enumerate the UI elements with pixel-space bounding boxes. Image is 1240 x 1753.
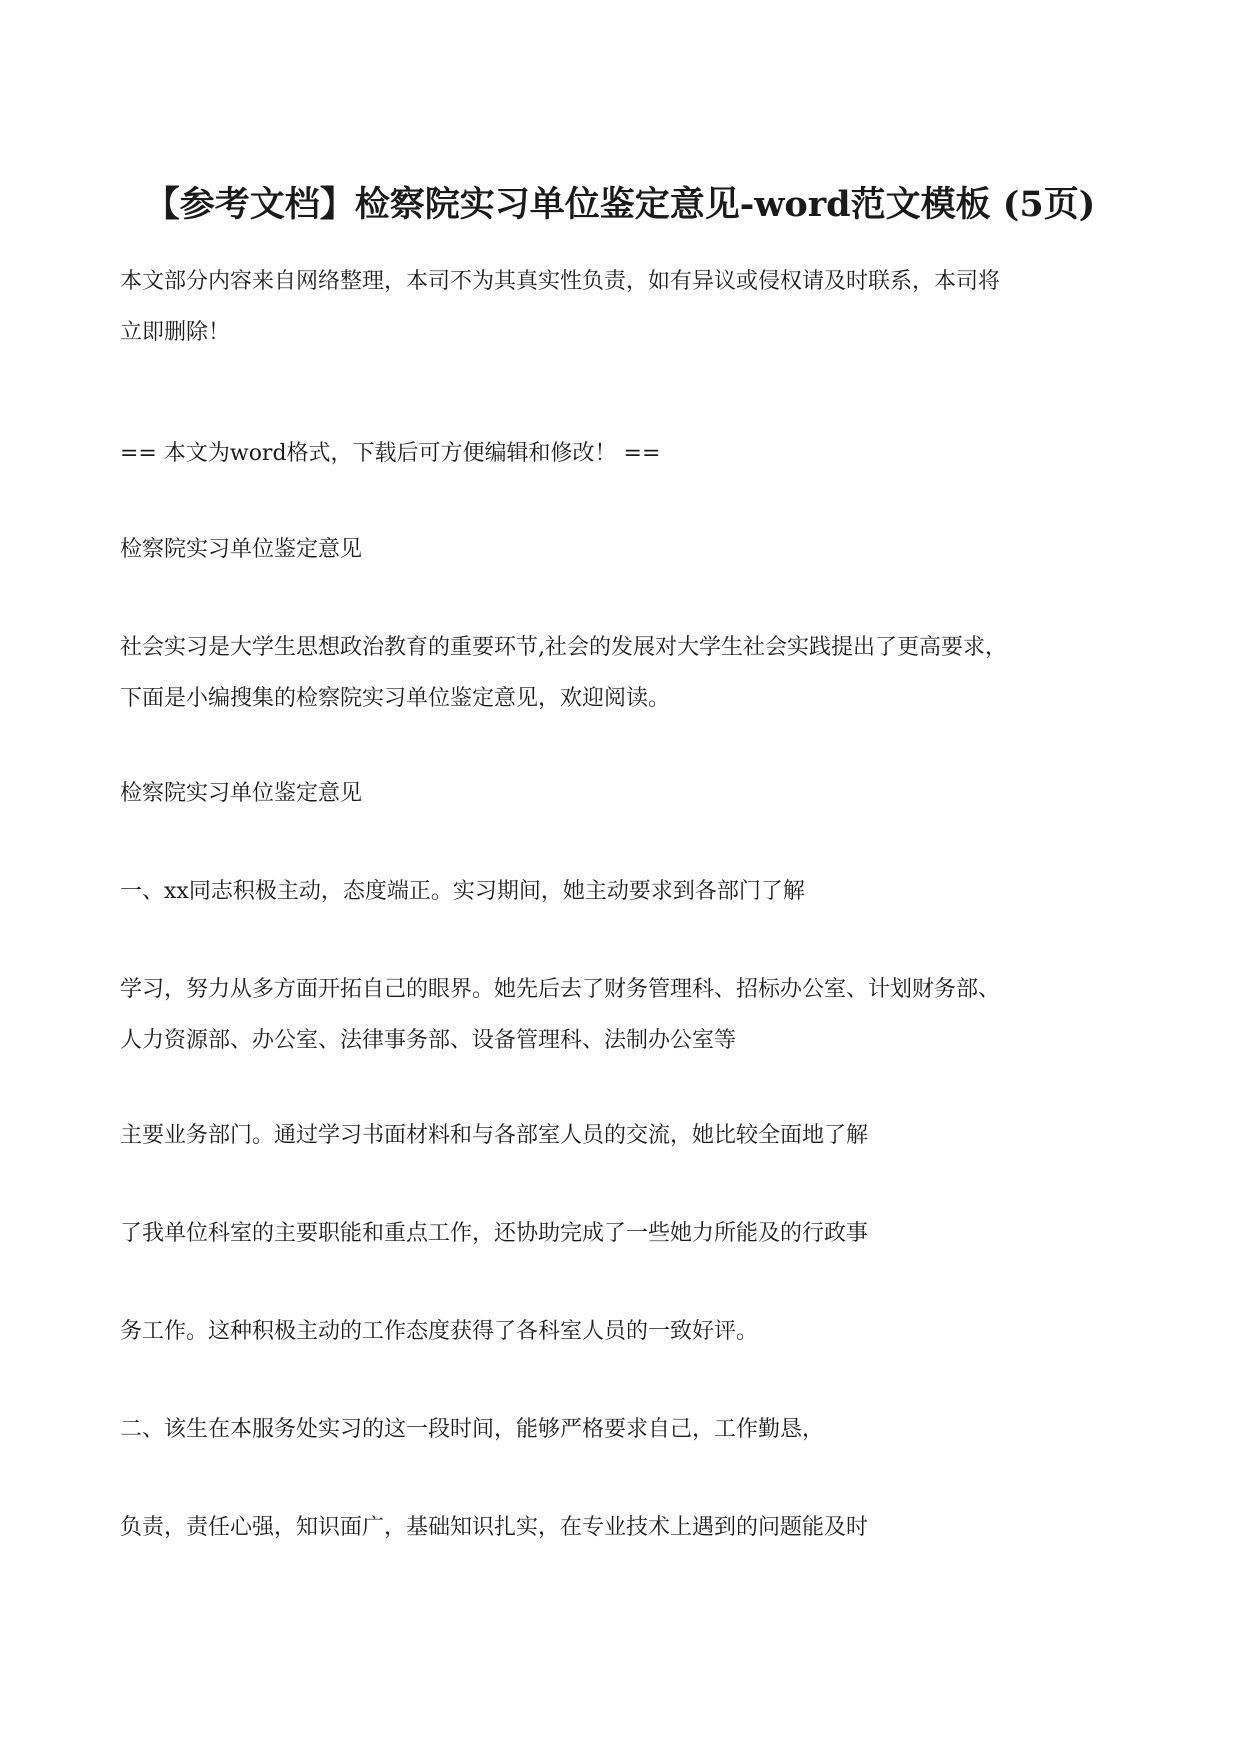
- paragraph-body: [120, 964, 1130, 1066]
- paragraph-line: 检察院实习单位鉴定意见: [120, 781, 363, 806]
- document-title: 【参考文档】检察院实习单位鉴定意见-word范文模板 (5页): [144, 184, 1096, 226]
- paragraph-line: 人力资源部、办公室、法律事务部、设备管理科、法制办公室等: [120, 1028, 737, 1053]
- paragraph-intro: [120, 622, 1130, 724]
- paragraph-line: 了我单位科室的主要职能和重点工作，还协助完成了一些她力所能及的行政事: [120, 1221, 869, 1246]
- paragraph-line: 本文部分内容来自网络整理，本司不为其真实性负责，如有异议或侵权请及时联系，本司将: [120, 269, 1001, 294]
- paragraph-heading: [120, 768, 1130, 819]
- paragraph-line: 检察院实习单位鉴定意见: [120, 537, 363, 562]
- paragraph-disclaimer: [120, 256, 1130, 358]
- paragraph-body: [120, 1404, 1130, 1455]
- paragraph-line: 一、xx同志积极主动，态度端正。实习期间，她主动要求到各部门了解: [120, 879, 805, 904]
- paragraph-line: == 本文为word格式，下载后可方便编辑和修改！ ==: [120, 441, 661, 466]
- paragraph-body: [120, 866, 1130, 917]
- paragraph-body: [120, 1208, 1130, 1259]
- paragraph-line: 务工作。这种积极主动的工作态度获得了各科室人员的一致好评。: [120, 1319, 759, 1344]
- paragraph-line: 社会实习是大学生思想政治教育的重要环节,社会的发展对大学生社会实践提出了更高要求，: [120, 635, 1007, 660]
- paragraph-line: 主要业务部门。通过学习书面材料和与各部室人员的交流，她比较全面地了解: [120, 1123, 869, 1148]
- paragraph-line: 二、该生在本服务处实习的这一段时间，能够严格要求自己，工作勤恳，: [120, 1417, 825, 1442]
- paragraph-heading: [120, 524, 1130, 575]
- paragraph-line: 立即删除！: [120, 320, 231, 345]
- paragraph-body: [120, 1110, 1130, 1161]
- paragraph-body: [120, 1502, 1130, 1553]
- paragraph-body: [120, 1306, 1130, 1357]
- paragraph-format-note: [120, 428, 1130, 479]
- paragraph-line: 学习，努力从多方面开拓自己的眼界。她先后去了财务管理科、招标办公室、计划财务部、: [120, 977, 1001, 1002]
- paragraph-line: 负责，责任心强，知识面广，基础知识扎实，在专业技术上遇到的问题能及时: [120, 1515, 869, 1540]
- paragraph-line: 下面是小编搜集的检察院实习单位鉴定意见，欢迎阅读。: [120, 686, 671, 711]
